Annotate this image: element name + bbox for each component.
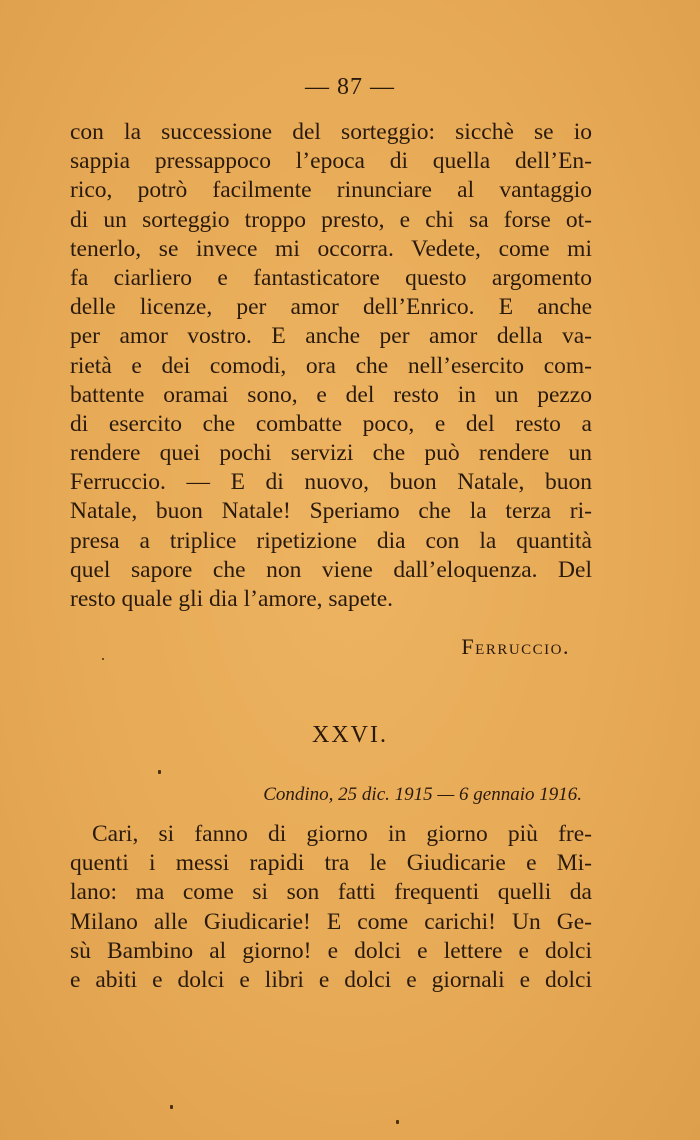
- text-line: Cari, si fanno di giorno in giorno più fre-: [92, 821, 592, 847]
- signature: Ferruccio.: [461, 634, 570, 659]
- text-line: fa ciarliero e fantasticatore questo argomento: [70, 264, 592, 291]
- text-line: per amor vostro. E anche per amor della va-: [70, 323, 592, 350]
- text-line: con la successione del sorteggio: sicchè se io: [70, 119, 592, 145]
- text-line: di un sorteggio troppo presto, e chi sa forse ot-: [70, 206, 592, 233]
- letter-body: [70, 820, 592, 995]
- chapter-heading: XXVI.: [312, 722, 388, 748]
- text-line: rietà e dei comodi, ora che nell’esercito com-: [70, 352, 592, 379]
- text-line: resto quale gli dia l’amore, sapete.: [70, 586, 393, 612]
- text-line: sappia pressappoco l’epoca di quella dell’En-: [70, 148, 592, 175]
- text-line: battente oramai sono, e del resto in un pezzo: [70, 381, 592, 408]
- text-line: presa a triplice ripetizione dia con la quantità: [70, 527, 592, 554]
- text-line: Natale, buon Natale! Speriamo che la terza ri-: [70, 498, 592, 525]
- text-line: rico, potrò facilmente rinunciare al vantaggio: [70, 177, 592, 204]
- text-line: quel sapore che non viene dall’eloquenza. Del: [70, 556, 592, 583]
- text-line: sù Bambino al giorno! e dolci e lettere e dolci: [70, 937, 592, 964]
- paper-speck: [158, 770, 161, 774]
- paper-speck: [102, 658, 104, 660]
- text-line: delle licenze, per amor dell’Enrico. E anche: [70, 294, 592, 321]
- text-line: Ferruccio. — E di nuovo, buon Natale, buon: [70, 469, 592, 496]
- text-line: rendere quei pochi servizi che può rendere un: [70, 440, 592, 467]
- text-line: tenerlo, se invece mi occorra. Vedete, come mi: [70, 235, 592, 262]
- page-number: — 87 —: [305, 74, 395, 100]
- text-line: lano: ma come si son fatti frequenti quelli da: [70, 879, 592, 906]
- letter-body-continued: [70, 118, 592, 614]
- dateline: Condino, 25 dic. 1915 — 6 gennaio 1916.: [263, 784, 582, 805]
- text-line: quenti i messi rapidi tra le Giudicarie e Mi-: [70, 850, 592, 877]
- text-line: di esercito che combatte poco, e del resto a: [70, 410, 592, 437]
- paper-speck: [396, 1120, 399, 1124]
- paper-speck: [170, 1105, 173, 1109]
- text-line: e abiti e dolci e libri e dolci e giornali e dolci: [70, 966, 592, 993]
- text-line: Milano alle Giudicarie! E come carichi! Un Ge-: [70, 908, 592, 935]
